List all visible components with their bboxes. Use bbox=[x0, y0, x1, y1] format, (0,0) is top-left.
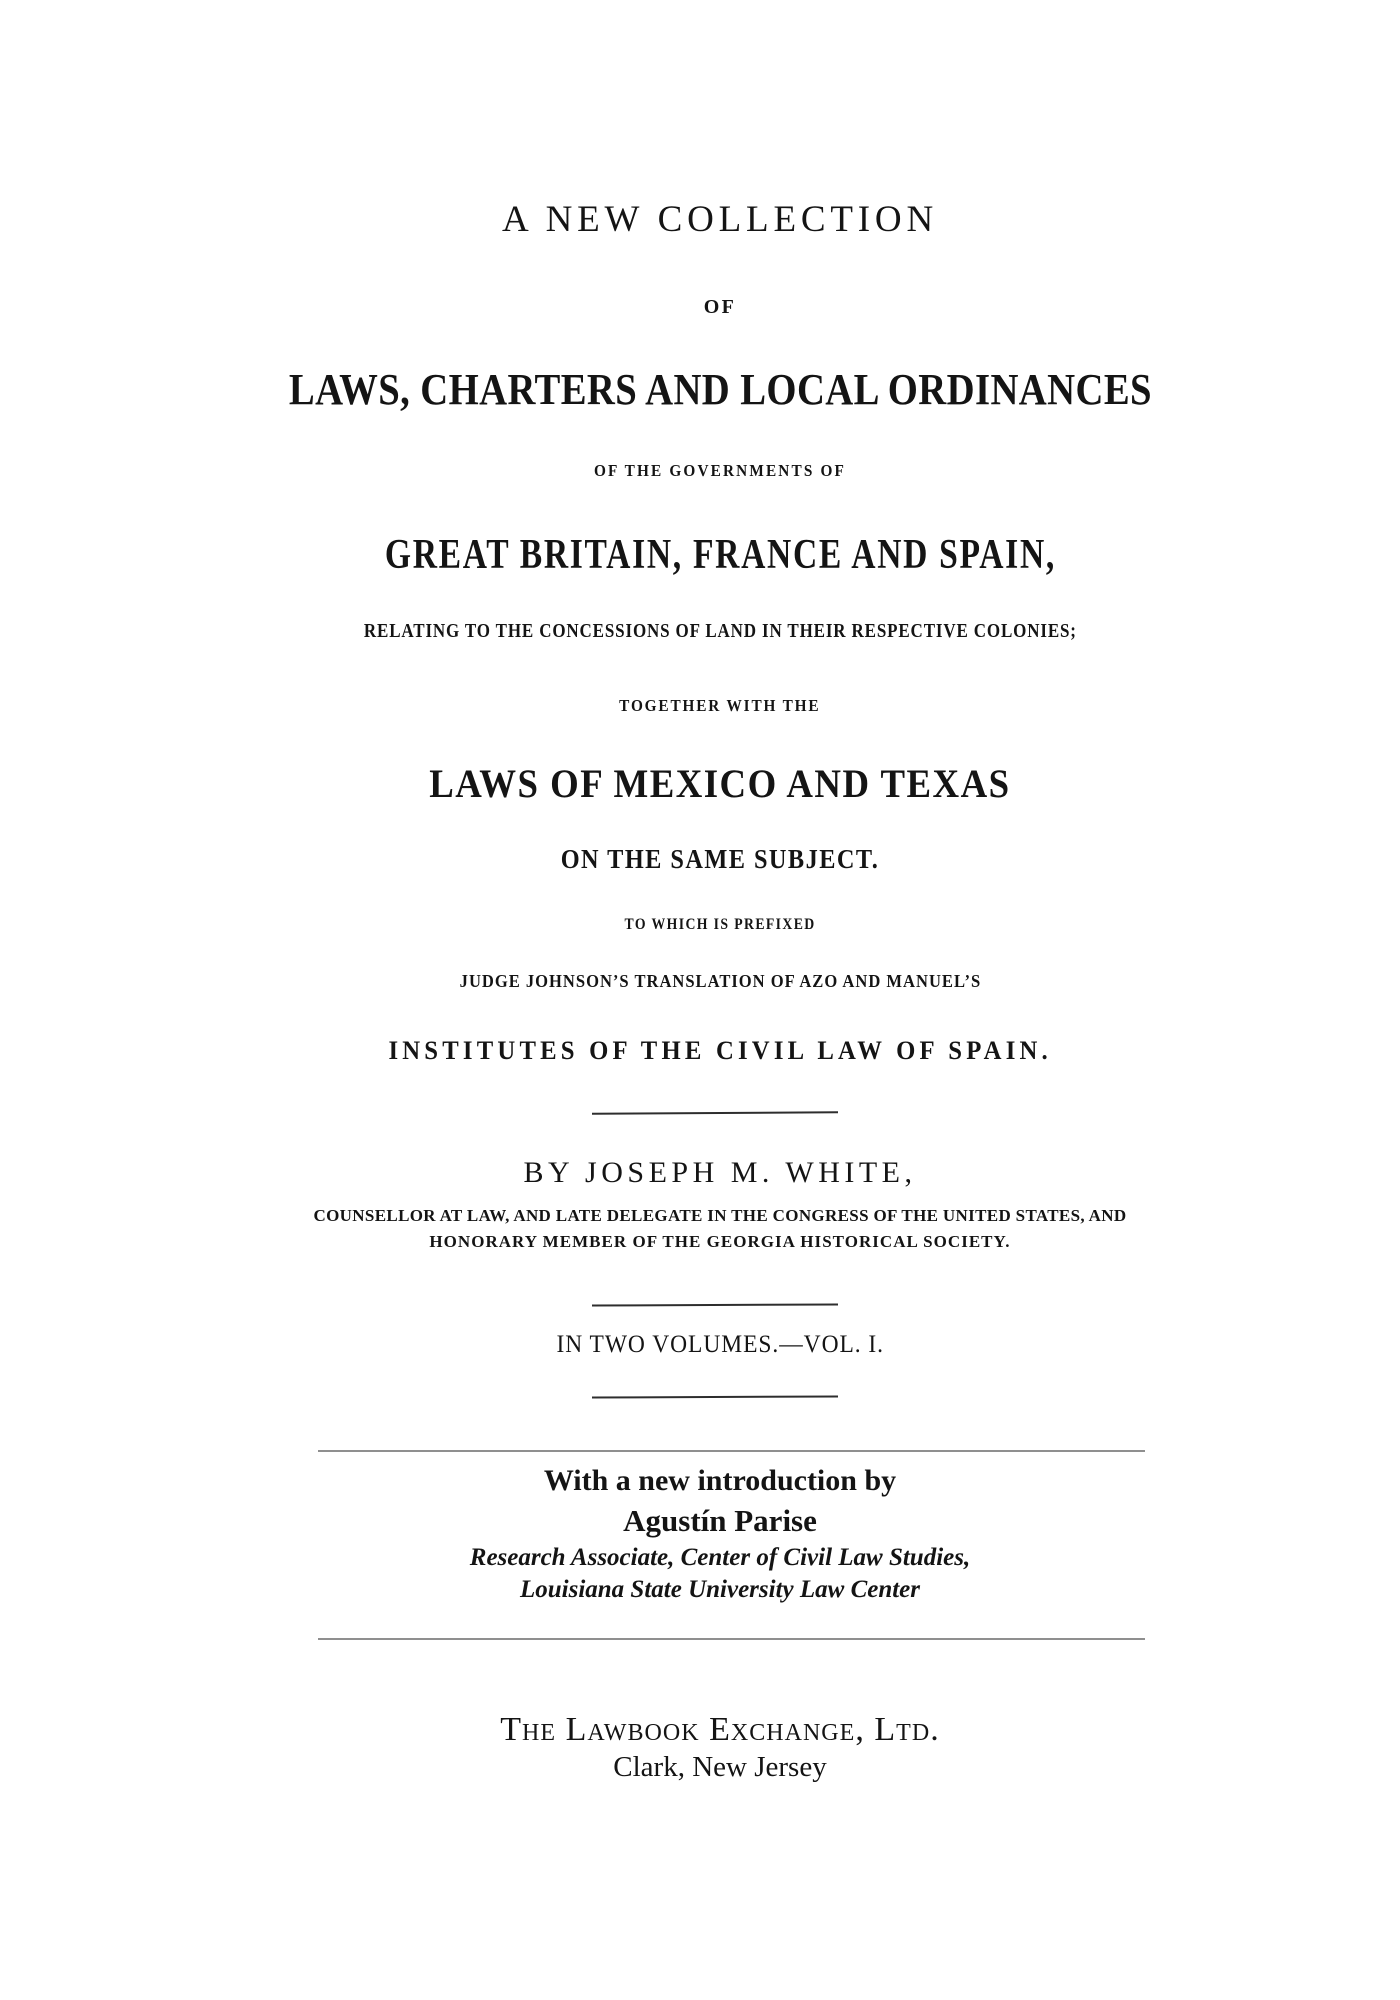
volumes-line-text: IN TWO VOLUMES.—VOL. I. bbox=[556, 1331, 884, 1358]
translation-line-text: JUDGE JOHNSON’S TRANSLATION OF AZO AND MANUEL’S bbox=[459, 971, 981, 991]
publisher-name-text: The Lawbook Exchange, Ltd. bbox=[500, 1711, 940, 1748]
prefixed-line-text: TO WHICH IS PREFIXED bbox=[624, 916, 816, 933]
introduction-lead-line bbox=[220, 1466, 1220, 1496]
relating-line-text: RELATING TO THE CONCESSIONS OF LAND IN THEIR RESPECTIVE COLONIES; bbox=[363, 620, 1077, 642]
main-title bbox=[220, 365, 1220, 414]
institutes-line bbox=[220, 1038, 1220, 1064]
together-line-text: TOGETHER WITH THE bbox=[619, 696, 821, 715]
translation-line bbox=[220, 972, 1220, 990]
governments-line-text: OF THE GOVERNMENTS OF bbox=[593, 461, 846, 480]
publisher-name bbox=[220, 1713, 1220, 1747]
long-divider-rule-2 bbox=[318, 1638, 1145, 1640]
short-divider-rule-3 bbox=[592, 1395, 838, 1398]
author-credentials-line-1 bbox=[220, 1207, 1220, 1224]
introduction-affiliation-text-2: Louisiana State University Law Center bbox=[519, 1576, 921, 1603]
introduction-author bbox=[220, 1505, 1220, 1536]
main-title-text: LAWS, CHARTERS AND LOCAL ORDINANCES bbox=[288, 365, 1152, 414]
countries-line-text: GREAT BRITAIN, FRANCE AND SPAIN, bbox=[384, 532, 1056, 578]
long-divider-rule-1 bbox=[318, 1450, 1145, 1452]
same-subject-line-text: ON THE SAME SUBJECT. bbox=[560, 844, 880, 874]
mexico-texas-title-text: LAWS OF MEXICO AND TEXAS bbox=[429, 761, 1011, 806]
publisher-location-text: Clark, New Jersey bbox=[613, 1751, 827, 1783]
introduction-author-text: Agustín Parise bbox=[623, 1503, 817, 1538]
author-credentials-line-2 bbox=[220, 1233, 1220, 1250]
volumes-line bbox=[220, 1332, 1220, 1357]
title-connector-of bbox=[220, 297, 1220, 317]
governments-line bbox=[220, 462, 1220, 479]
together-line bbox=[220, 697, 1220, 714]
prefixed-line bbox=[220, 917, 1220, 933]
introduction-lead-text: With a new introduction by bbox=[543, 1464, 897, 1497]
author-credentials-text-1: COUNSELLOR AT LAW, AND LATE DELEGATE IN THE CONGRESS OF THE UNITED STATES, AND bbox=[313, 1206, 1127, 1225]
mexico-texas-title bbox=[220, 761, 1220, 806]
relating-line bbox=[220, 621, 1220, 641]
institutes-line-text: INSTITUTES OF THE CIVIL LAW OF SPAIN. bbox=[388, 1036, 1052, 1065]
short-divider-rule-1 bbox=[592, 1111, 838, 1115]
introduction-affiliation-1 bbox=[220, 1545, 1220, 1570]
countries-line bbox=[220, 534, 1220, 576]
author-by-line bbox=[220, 1158, 1220, 1188]
half-title-text: A NEW COLLECTION bbox=[502, 199, 938, 240]
same-subject-line bbox=[220, 846, 1220, 873]
short-divider-rule-2 bbox=[592, 1303, 838, 1306]
publisher-location bbox=[220, 1753, 1220, 1782]
title-connector-text: OF bbox=[703, 296, 737, 318]
introduction-affiliation-text-1: Research Associate, Center of Civil Law Studies, bbox=[469, 1544, 971, 1571]
introduction-affiliation-2 bbox=[220, 1577, 1220, 1602]
author-credentials-text-2: HONORARY MEMBER OF THE GEORGIA HISTORICAL SOCIETY. bbox=[429, 1232, 1011, 1251]
author-by-line-text: BY JOSEPH M. WHITE, bbox=[523, 1156, 917, 1189]
half-title bbox=[220, 201, 1220, 238]
